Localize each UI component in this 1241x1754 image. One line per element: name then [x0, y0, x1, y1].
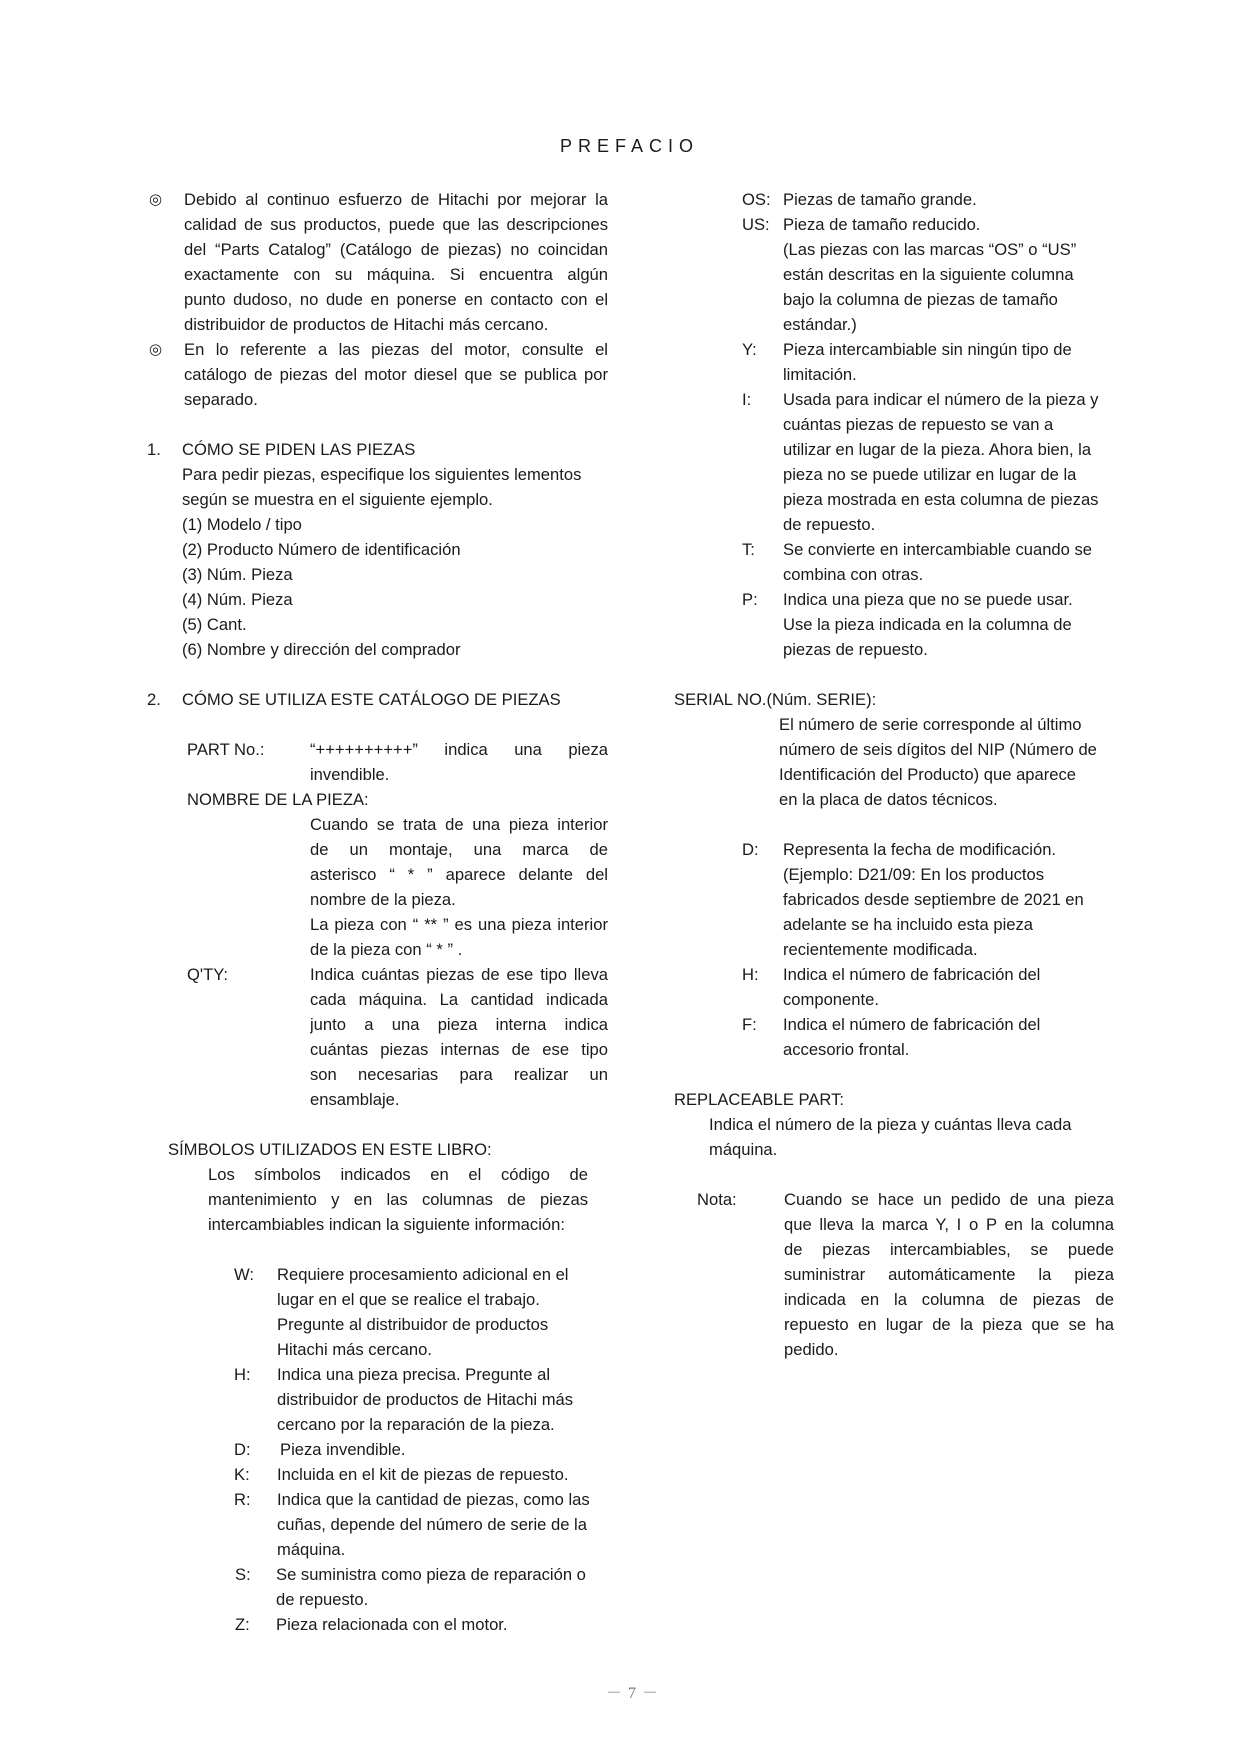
- text-line: distribuidor de productos de Hitachi más: [277, 1390, 574, 1409]
- symbol-key: P:: [742, 590, 758, 609]
- text-line: Pieza de tamaño reducido.: [783, 215, 981, 234]
- symbol-key: F:: [742, 1015, 757, 1034]
- text-line: pieza mostrada en esta columna de piezas: [783, 490, 1099, 509]
- text-line: piezas de repuesto.: [783, 640, 928, 659]
- text-line: Para pedir piezas, especifique los siguientes lementos: [182, 465, 582, 484]
- list-item: (2) Producto Número de identificación: [182, 540, 461, 559]
- text-line: Use la pieza indicada en la columna de: [783, 615, 1072, 634]
- text-line: de un montaje, una marca de: [310, 840, 608, 859]
- text-line: ensamblaje.: [310, 1090, 400, 1109]
- text-line: del “Parts Catalog” (Catálogo de piezas) no coincidan: [184, 240, 608, 259]
- text-line: Indica el número de fabricación del: [783, 1015, 1041, 1034]
- text-line: Pregunte al distribuidor de productos: [277, 1315, 549, 1334]
- text-line: cercano por la reparación de la pieza.: [277, 1415, 555, 1434]
- text-line: Los símbolos indicados en el código de: [208, 1165, 588, 1184]
- text-line: recientemente modificada.: [783, 940, 978, 959]
- section-1-number: 1.: [147, 440, 161, 459]
- text-line: Pieza invendible.: [280, 1440, 406, 1459]
- text-line: exactamente con su máquina. Si encuentra algún: [184, 265, 608, 284]
- symbol-key: T:: [742, 540, 755, 559]
- text-line: pieza no se puede utilizar en lugar de la: [783, 465, 1077, 484]
- text-line: “++++++++++” indica una pieza: [310, 740, 608, 759]
- text-line: están descritas en la siguiente columna: [783, 265, 1074, 284]
- symbol-key: Z:: [235, 1615, 250, 1634]
- text-line: Debido al continuo esfuerzo de Hitachi por mejorar la: [184, 190, 608, 209]
- symbol-key: US:: [742, 215, 770, 234]
- text-line: según se muestra en el siguiente ejemplo.: [182, 490, 493, 509]
- list-item: (4) Núm. Pieza: [182, 590, 293, 609]
- symbol-key: S:: [235, 1565, 251, 1584]
- qty-label: Q'TY:: [187, 965, 228, 984]
- text-line: que lleva la marca Y, I o P en la columna: [784, 1215, 1114, 1234]
- nota-label: Nota:: [697, 1190, 737, 1209]
- text-line: pedido.: [784, 1340, 839, 1359]
- text-line: Piezas de tamaño grande.: [783, 190, 977, 209]
- text-line: Indica que la cantidad de piezas, como las: [277, 1490, 590, 1509]
- text-line: separado.: [184, 390, 258, 409]
- text-line: intercambiables indican la siguiente información:: [208, 1215, 565, 1234]
- text-line: estándar.): [783, 315, 857, 334]
- symbol-key: H:: [742, 965, 759, 984]
- nombre-label: NOMBRE DE LA PIEZA:: [187, 790, 369, 809]
- section-2-heading: CÓMO SE UTILIZA ESTE CATÁLOGO DE PIEZAS: [182, 690, 561, 709]
- text-line: Identificación del Producto) que aparece: [779, 765, 1077, 784]
- page-number: － 7 －: [606, 1685, 660, 1702]
- text-line: de repuesto.: [783, 515, 876, 534]
- text-line: distribuidor de productos de Hitachi más cercano.: [184, 315, 549, 334]
- text-line: calidad de sus productos, puede que las descripciones: [184, 215, 608, 234]
- text-line: cada máquina. La cantidad indicada: [310, 990, 608, 1009]
- text-line: Indica una pieza precisa. Pregunte al: [277, 1365, 551, 1384]
- text-line: combina con otras.: [783, 565, 924, 584]
- text-line: Hitachi más cercano.: [277, 1340, 432, 1359]
- text-line: suministrar automáticamente la pieza: [784, 1265, 1114, 1284]
- section-2-number: 2.: [147, 690, 161, 709]
- serial-heading: SERIAL NO.(Núm. SERIE):: [674, 690, 877, 709]
- text-line: invendible.: [310, 765, 390, 784]
- text-line: fabricados desde septiembre de 2021 en: [783, 890, 1084, 909]
- text-line: mantenimiento y en las columnas de piezas: [208, 1190, 588, 1209]
- list-item: (3) Núm. Pieza: [182, 565, 293, 584]
- text-line: junto a una pieza interna indica: [310, 1015, 608, 1034]
- symbol-key: K:: [234, 1465, 250, 1484]
- text-line: limitación.: [783, 365, 857, 384]
- list-item: (1) Modelo / tipo: [182, 515, 302, 534]
- text-line: de repuesto.: [276, 1590, 369, 1609]
- text-line: utilizar en lugar de la pieza. Ahora bien, la: [783, 440, 1092, 459]
- text-line: punto dudoso, no dude en ponerse en contacto con el: [184, 290, 608, 309]
- text-line: catálogo de piezas del motor diesel que se publica por: [184, 365, 608, 384]
- text-line: son necesarias para realizar un: [310, 1065, 608, 1084]
- text-line: En lo referente a las piezas del motor, consulte el: [184, 340, 608, 359]
- text-line: Requiere procesamiento adicional en el: [277, 1265, 569, 1284]
- bullet-icon: ◎: [149, 191, 163, 208]
- text-line: lugar en el que se realice el trabajo.: [277, 1290, 540, 1309]
- text-line: (Las piezas con las marcas “OS” o “US”: [783, 240, 1077, 259]
- text-line: La pieza con “ ** ” es una pieza interior: [310, 915, 608, 934]
- text-line: (Ejemplo: D21/09: En los productos: [783, 865, 1045, 884]
- part-no-label: PART No.:: [187, 740, 265, 759]
- text-line: repuesto en lugar de la pieza que se ha: [784, 1315, 1114, 1334]
- section-1-heading: CÓMO SE PIDEN LAS PIEZAS: [182, 440, 416, 459]
- text-line: Representa la fecha de modificación.: [783, 840, 1057, 859]
- text-line: en la placa de datos técnicos.: [779, 790, 998, 809]
- replaceable-heading: REPLACEABLE PART:: [674, 1090, 845, 1109]
- symbol-key: R:: [234, 1490, 251, 1509]
- text-line: adelante se ha incluido esta pieza: [783, 915, 1034, 934]
- text-line: indicada en la columna de piezas de: [784, 1290, 1114, 1309]
- text-line: máquina.: [709, 1140, 778, 1159]
- text-line: Indica el número de la pieza y cuántas lleva cada: [709, 1115, 1072, 1134]
- text-line: El número de serie corresponde al último: [779, 715, 1082, 734]
- text-line: Cuando se hace un pedido de una pieza: [784, 1190, 1114, 1209]
- symbol-key: I:: [742, 390, 752, 409]
- text-line: Usada para indicar el número de la pieza y: [783, 390, 1099, 409]
- text-line: Indica una pieza que no se puede usar.: [783, 590, 1073, 609]
- symbols-heading: SÍMBOLOS UTILIZADOS EN ESTE LIBRO:: [168, 1140, 492, 1159]
- text-line: número de seis dígitos del NIP (Número de: [779, 740, 1097, 759]
- text-line: máquina.: [277, 1540, 346, 1559]
- bullet-icon: ◎: [149, 341, 163, 358]
- symbol-key: H:: [234, 1365, 251, 1384]
- symbol-key: W:: [234, 1265, 254, 1284]
- text-line: Indica cuántas piezas de ese tipo lleva: [310, 965, 608, 984]
- symbol-key: D:: [234, 1440, 251, 1459]
- symbol-key: Y:: [742, 340, 757, 359]
- text-line: Incluida en el kit de piezas de repuesto.: [277, 1465, 569, 1484]
- text-line: accesorio frontal.: [783, 1040, 910, 1059]
- text-line: componente.: [783, 990, 879, 1009]
- list-item: (6) Nombre y dirección del comprador: [182, 640, 461, 659]
- text-line: cuántas piezas de repuesto se van a: [783, 415, 1054, 434]
- text-line: cuñas, depende del número de serie de la: [277, 1515, 587, 1534]
- symbol-key: D:: [742, 840, 759, 859]
- text-line: nombre de la pieza.: [310, 890, 456, 909]
- text-line: de piezas intercambiables, se puede: [784, 1240, 1114, 1259]
- text-line: de la pieza con “ * ” .: [310, 940, 463, 959]
- text-line: Indica el número de fabricación del: [783, 965, 1041, 984]
- text-line: cuántas piezas internas de ese tipo: [310, 1040, 608, 1059]
- text-line: asterisco “ * ” aparece delante del: [310, 865, 608, 884]
- list-item: (5) Cant.: [182, 615, 247, 634]
- text-line: Se suministra como pieza de reparación o: [276, 1565, 586, 1584]
- text-line: Pieza intercambiable sin ningún tipo de: [783, 340, 1072, 359]
- text-line: Se convierte en intercambiable cuando se: [783, 540, 1093, 559]
- symbol-key: OS:: [742, 190, 771, 209]
- text-line: Cuando se trata de una pieza interior: [310, 815, 608, 834]
- page-title: PREFACIO: [560, 136, 700, 156]
- text-line: bajo la columna de piezas de tamaño: [783, 290, 1058, 309]
- text-line: Pieza relacionada con el motor.: [276, 1615, 508, 1634]
